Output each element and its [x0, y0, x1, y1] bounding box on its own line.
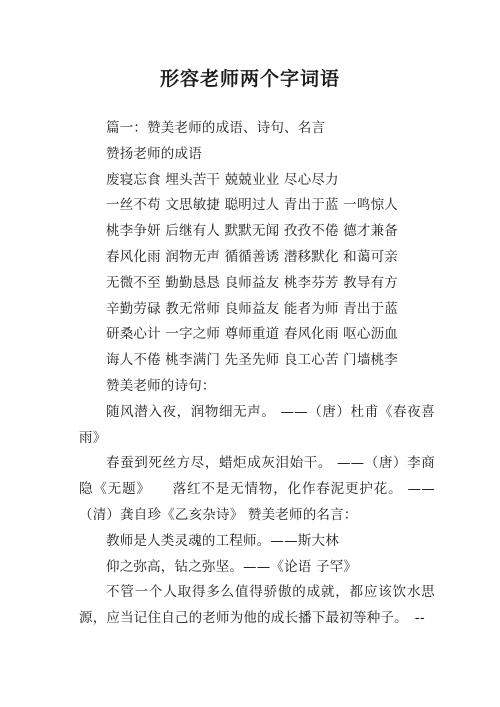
idiom-row: 废寝忘食 埋头苦干 兢兢业业 尽心尽力 — [106, 171, 339, 188]
subsection-heading: 赞美老师的诗句： — [106, 377, 216, 394]
subsection-heading: 赞扬老师的成语 — [106, 145, 202, 162]
document-body — [79, 116, 435, 632]
famous-quote-paragraph: 不管一个人取得多么值得骄傲的成就，都应该饮水思源，应当记住自己的老师为他的成长播下最初等种子。 -- — [79, 584, 435, 627]
poem-quote-paragraph: 随风潜入夜，润物细无声。 ——（唐）杜甫《春夜喜雨》 — [79, 403, 435, 446]
document-title: 形容老师两个字词语 — [159, 68, 340, 90]
idiom-row: 桃李争妍 后继有人 默默无闻 孜孜不倦 德才兼备 — [106, 223, 398, 240]
section-heading: 篇一：赞美老师的成语、诗句、名言 — [106, 120, 326, 136]
idiom-row: 诲人不倦 桃李满门 先圣先师 良工心苦 门墙桃李 — [106, 352, 398, 369]
idiom-row: 春风化雨 润物无声 循循善诱 潜移默化 和蔼可亲 — [106, 248, 398, 265]
idiom-row: 辛勤劳碌 教无常师 良师益友 能者为师 青出于蓝 — [106, 300, 398, 317]
idiom-row: 研桑心计 一字之师 尊师重道 春风化雨 呕心沥血 — [106, 326, 398, 343]
famous-quote-line: 教师是人类灵魂的工程师。——斯大林 — [106, 532, 339, 549]
idiom-row: 一丝不苟 文思敏捷 聪明过人 青出于蓝 一鸣惊人 — [106, 197, 398, 214]
famous-quote-line: 仰之弥高，钻之弥坚。——《论语 子罕》 — [106, 558, 358, 575]
idiom-row: 无微不至 勤勤恳恳 良师益友 桃李芬芳 教导有方 — [106, 274, 398, 291]
poem-quote-paragraph: 春蚕到死丝方尽，蜡炬成灰泪始干。 ——（唐）李商隐《无题》 落红不是无情物，化作春泥更护花。 ——（清）龚自珍《乙亥杂诗》 赞美老师的名言： — [79, 455, 435, 523]
